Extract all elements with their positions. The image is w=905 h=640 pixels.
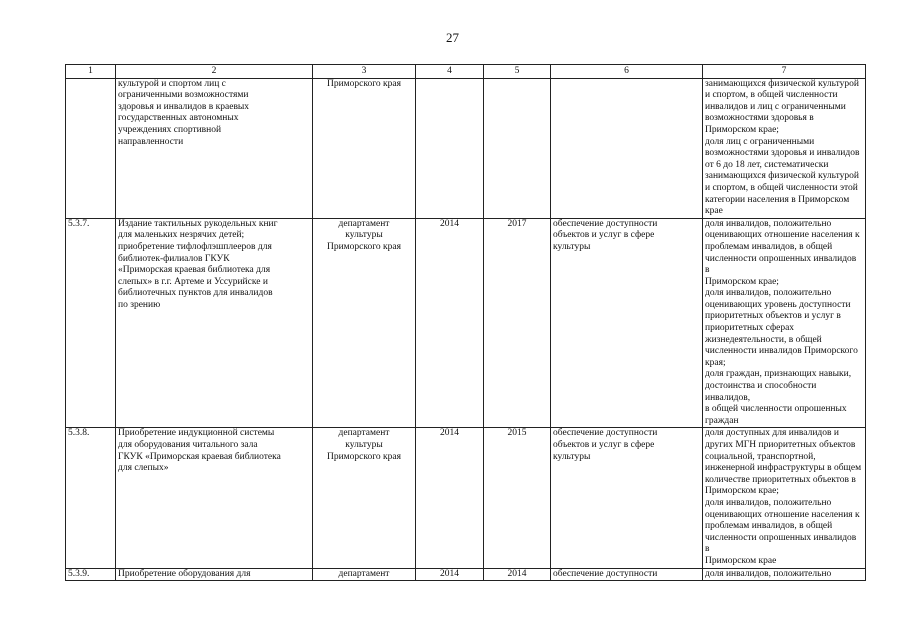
row-number: 5.3.8. — [68, 428, 90, 439]
executor-text: Приморского края — [326, 78, 402, 89]
start-year: 2014 — [440, 218, 459, 229]
header-row — [66, 65, 866, 79]
header-col-7: 7 — [703, 65, 866, 79]
page-number: 27 — [446, 30, 459, 45]
header-col-2: 2 — [116, 65, 313, 79]
start-year: 2014 — [440, 568, 459, 579]
goal-text: обеспечение доступности — [553, 568, 658, 579]
goal-text: обеспечение доступности объектов и услуг в сфере культуры — [553, 428, 658, 462]
header-col-6: 6 — [551, 65, 703, 79]
indicators-text: занимающихся физической культурой и спортом, в общей численности инвалидов и лиц с ограниченными возможностями здоровья в Приморском крае; доля лиц с ограниченными возможностями здоровья и инвалидов от 6 до 18 лет, систематически занимающихся физической культурой и спортом, в общей численности этой категории населения в Приморском крае — [705, 78, 860, 217]
executor-text: департамент культуры Приморского края — [326, 218, 402, 252]
row-number: 5.3.9. — [68, 568, 90, 579]
header-col-3: 3 — [313, 65, 416, 79]
row-number: 5.3.7. — [68, 218, 90, 229]
measure-text: Издание тактильных рукодельных книг для маленьких незрячих детей; приобретение тифлофлэшплееров для библиотек-филиалов ГКУК «Приморская краевая библиотека для слепых» в г.г. Артеме и Уссурийске и библиотечных пунктов для инвалидов по зрению — [118, 218, 278, 310]
end-year: 2014 — [507, 568, 527, 579]
measure-text: Приобретение оборудования для — [118, 568, 251, 579]
start-year: 2014 — [440, 428, 459, 439]
indicators-text: доля инвалидов, положительно — [705, 568, 832, 579]
measure-text: культурой и спортом лиц с ограниченными возможностями здоровья и инвалидов в краевых государственных автономных учреждениях спортивной направленности — [118, 78, 250, 147]
indicators-text: доля инвалидов, положительно оценивающих отношение населения к проблемам инвалидов, в общей численности опрошенных инвалидов в Приморском крае; доля инвалидов, положительно оценивающих уровень доступности приоритетных объектов и услуг в приоритетных сферах жизнедеятельности, в общей численности инвалидов Приморского края; доля граждан, признающих навыки, достоинства и способности инвалидов, в общей численности опрошенных граждан — [705, 218, 860, 426]
measure-text: Приобретение индукционной системы для оборудования читального зала ГКУК «Приморская краевая библиотека для слепых» — [118, 428, 281, 474]
indicators-text: доля доступных для инвалидов и других МГН приоритетных объектов социальной, транспортной, инженерной инфраструктуры в общем количестве приоритетных объектов в Приморском крае; доля инвалидов, положительно оценивающих отношение населения к проблемам инвалидов, в общей численности опрошенных инвалидов в Приморском крае — [705, 428, 862, 566]
executor-text: департамент — [338, 568, 390, 579]
table-row — [66, 78, 866, 218]
end-year: 2017 — [507, 218, 527, 229]
table-row — [66, 568, 866, 581]
header-col-5: 5 — [484, 65, 551, 79]
measures-table — [65, 64, 866, 581]
header-col-1: 1 — [66, 65, 116, 79]
executor-text: департамент культуры Приморского края — [326, 428, 402, 462]
end-year: 2015 — [507, 428, 527, 439]
table-row — [66, 218, 866, 428]
table-row — [66, 428, 866, 568]
header-col-4: 4 — [416, 65, 484, 79]
goal-text: обеспечение доступности объектов и услуг в сфере культуры — [553, 218, 658, 252]
